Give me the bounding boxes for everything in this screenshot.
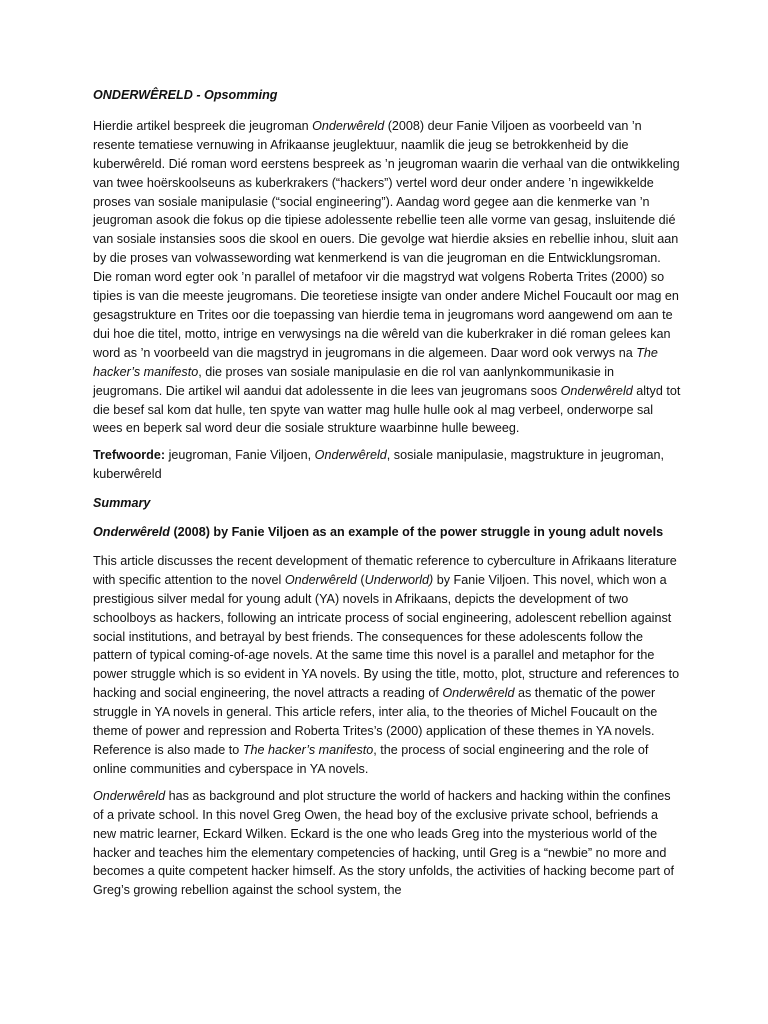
text-run: (2008) deur Fanie Viljoen as voorbeeld van ’n resente tematiese vernuwing in Afrikaanse jeuglektuur, naamlik die jeug se betrokkenheid by die kuberwêreld. Dié roman word eerstens bespreek as ’n jeugroman waarin die verhaal van die ontwikkeling van twee hoërskoolseuns as kuberkrakers (“hackers”) vertel word deur onder andere ’n ingewikkelde proses van sosiale manipulasie (“social engineering”). Aandag word gegee aan die kenmerke van ’n jeugroman asook die fokus op die tipiese adolessente rebellie teen alle vorme van gesag, insluitende dié van sosiale instansies soos die skool en ouers. Die gevolge wat hierdie aksies en rebellie inhou, sluit aan by die proses van volwassewording wat kenmerkend is van die jeugroman en die Entwicklungsroman. Die roman word egter ook ’n parallel of metafoor vir die magstryd wat volgens Roberta Trites (2000) so tipies is van die meeste jeugromans. Die teoretiese insigte van onder andere Michel Foucault oor mag en gesagstrukture en Trites oor die toepassing van hierdie tema in jeugromans word aangewend om aan te dui hoe die titel, motto, intrige en verwysings na die wêreld van die kuberkraker in dié roman gelees kan word as ’n voorbeeld van die magstryd in jeugromans in die algemeen. Daar word ook verwys na	[93, 118, 680, 360]
heading-subtitle: Opsomming	[204, 88, 278, 102]
novel-title: Onderwêreld	[312, 118, 385, 133]
afrikaans-abstract	[93, 117, 683, 438]
text-run: , sosiale manipulasie, magstrukture in jeugroman, kuberwêreld	[93, 448, 664, 482]
english-abstract	[93, 552, 683, 779]
novel-title: Onderwêreld	[93, 788, 166, 803]
text-run: by Fanie Viljoen. This novel, which won a prestigious silver medal for young adult (YA) novels in Afrikaans, depicts the development of two schoolboys as hackers, following an intricate process of social engineering, adolescent rebellion against social institutions, and betrayal by best friends. The consequences for these adolescents follow the pattern of typical coming-of-age novels. At the same time this novel is a parallel and metaphor for the power struggle which is so evident in YA novels. By using the title, motto, plot, structure and references to hacking and social engineering, the novel attracts a reading of	[93, 572, 680, 701]
text-run: (2008) by Fanie Viljoen as an example of the power struggle in young adult novels	[169, 525, 664, 540]
text-run: altyd tot die besef sal kom dat hulle, ten spyte van watter mag hulle hulle ook al mag verbeel, onderworpe sal wees en beperk sal word deur die sosiale strukture waarbinne hulle beweeg.	[93, 383, 681, 436]
summary-title	[93, 523, 683, 542]
text-run: Hierdie artikel bespreek die jeugroman	[93, 118, 313, 133]
text-run: has as background and plot structure the world of hackers and hacking within the confines of a private school. In this novel Greg Owen, the head boy of the exclusive private school, befriends a new matric learner, Eckard Wilken. Eckard is the one who leads Greg into the mysterious world of the hacker and teaches him the elementary competencies of hacking, until Greg is a “newbie” no more and becomes a quite competent hacker himself. As the story unfolds, the activities of hacking become part of Greg’s growing rebellion against the school system, the	[93, 788, 675, 898]
keywords	[93, 446, 683, 484]
text-run: jeugroman, Fanie Viljoen,	[165, 448, 315, 463]
manifesto-title: The hacker’s manifesto	[93, 345, 658, 379]
english-body-paragraph	[93, 787, 683, 900]
novel-title: Onderwêreld	[93, 525, 170, 540]
manifesto-title: The hacker’s manifesto	[242, 743, 374, 757]
text-run: , die proses van sosiale manipulasie en die rol van aanlynkommunikasie in jeugromans. Die artikel wil aandui dat adolessente in die lees van jeugromans soos	[93, 364, 615, 398]
summary-heading: Summary	[93, 496, 151, 511]
text-run: (	[356, 572, 365, 587]
document-page	[93, 86, 683, 908]
novel-title: Onderwêreld	[442, 686, 515, 701]
keywords-label: Trefwoorde:	[93, 448, 166, 463]
text-run: This article discusses the recent development of thematic reference to cyberculture in Afrikaans literature with specific attention to the novel	[93, 553, 677, 587]
novel-title: Onderwêreld	[284, 572, 357, 587]
document-heading	[93, 86, 683, 105]
heading-separator: -	[192, 88, 205, 102]
novel-title: Onderwêreld	[314, 448, 387, 463]
novel-english-title: Underworld)	[364, 572, 434, 587]
text-run: as thematic of the power struggle in YA novels in general. This article refers, inter alia, to the theories of Michel Foucault on the theme of power and repression and Roberta Trites’s (2000) application of these themes in YA novels. Reference is also made to	[93, 686, 658, 757]
heading-title: ONDERWÊRELD	[93, 88, 193, 102]
novel-title: Onderwêreld	[560, 383, 633, 398]
text-run: , the process of social engineering and the role of online communities and cyberspace in YA novels.	[93, 743, 649, 776]
